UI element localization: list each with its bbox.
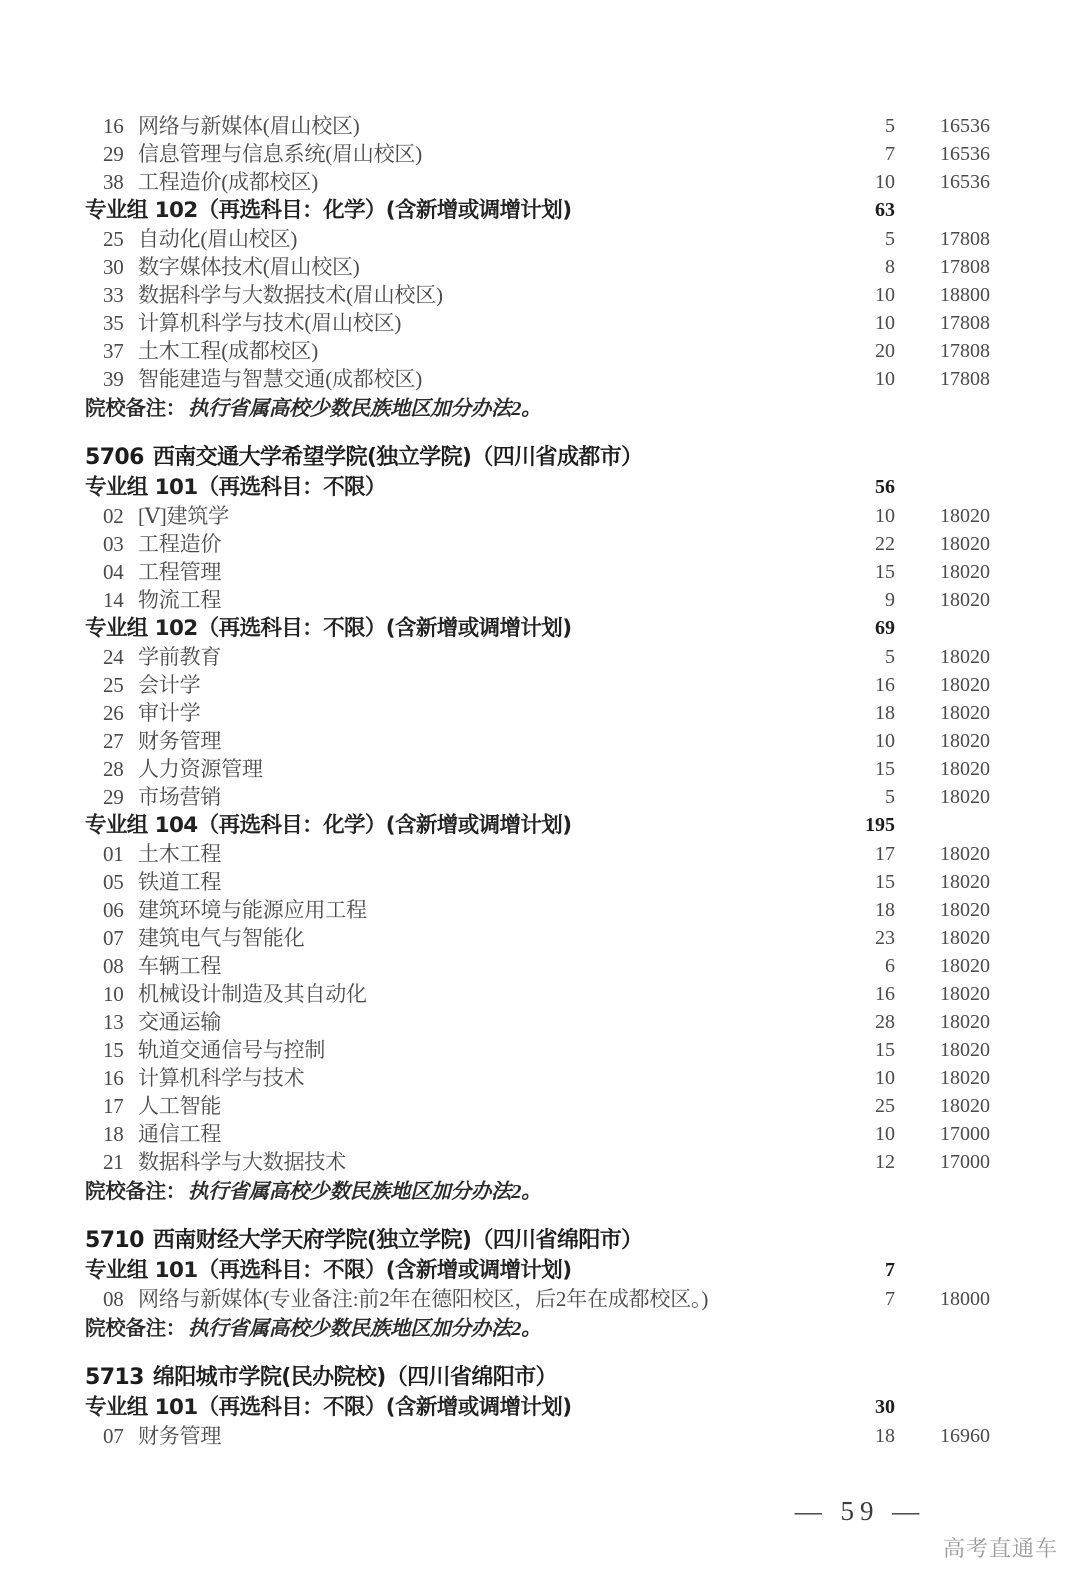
major-tuition-fee: 16536: [940, 115, 990, 137]
major-group-row: [85, 811, 995, 840]
school-name: 西南财经大学天府学院(独立学院)（四川省绵阳市）: [152, 1228, 643, 1253]
major-row: [85, 1422, 995, 1450]
major-code: 13: [103, 1010, 124, 1034]
major-tuition-fee: 18020: [940, 1011, 990, 1033]
major-tuition-fee: 16536: [940, 171, 990, 193]
major-name: 财务管理: [138, 1424, 222, 1448]
major-name: 信息管理与信息系统(眉山校区): [138, 142, 422, 166]
major-code: 30: [103, 255, 124, 279]
school-note-lead: 院校备注：: [85, 1316, 186, 1340]
major-tuition-fee: 18020: [940, 533, 990, 555]
major-code: 38: [103, 170, 124, 194]
major-label: [103, 530, 221, 558]
major-plan-count: 18: [875, 702, 895, 724]
major-name: 计算机科学与技术(眉山校区): [138, 311, 402, 335]
major-label: [103, 337, 318, 365]
major-name: 审计学: [138, 701, 201, 725]
major-group-plan-count: 30: [875, 1396, 895, 1418]
major-plan-count: 6: [885, 955, 895, 977]
major-group-title: 专业组 101（再选科目：不限）: [85, 475, 386, 500]
major-label: [103, 952, 221, 980]
major-code: 29: [103, 142, 124, 166]
major-code: 05: [103, 870, 124, 894]
major-code: 25: [103, 227, 124, 251]
major-label: [103, 558, 221, 586]
major-tuition-fee: 17808: [940, 312, 990, 334]
major-group-plan-count: 7: [885, 1259, 895, 1281]
major-code: 07: [103, 926, 124, 950]
major-plan-count: 10: [875, 730, 895, 752]
major-tuition-fee: 18020: [940, 505, 990, 527]
major-tuition-fee: 17808: [940, 228, 990, 250]
school-header-label: [85, 1225, 643, 1256]
major-name: 智能建造与智慧交通(成都校区): [138, 367, 422, 391]
major-plan-count: 18: [875, 1425, 895, 1447]
major-label: [103, 168, 318, 196]
major-row: [85, 924, 995, 952]
major-group-plan-count: 195: [865, 814, 895, 836]
major-tuition-fee: 17808: [940, 340, 990, 362]
major-row: [85, 281, 995, 309]
major-tuition-fee: 18020: [940, 730, 990, 752]
major-row: [85, 1092, 995, 1120]
major-name: 车辆工程: [138, 954, 222, 978]
watermark: 高考直通车: [942, 1537, 1058, 1562]
major-row: [85, 1120, 995, 1148]
major-label: [103, 586, 221, 614]
major-label: [103, 924, 304, 952]
major-label: [103, 1120, 221, 1148]
major-tuition-fee: 18020: [940, 589, 990, 611]
major-plan-count: 10: [875, 284, 895, 306]
major-group-row: [85, 473, 995, 502]
major-row: [85, 699, 995, 727]
major-plan-count: 20: [875, 340, 895, 362]
major-plan-count: 10: [875, 505, 895, 527]
major-name: 通信工程: [138, 1122, 222, 1146]
major-row: [85, 225, 995, 253]
school-note-text: 执行省属高校少数民族地区加分办法2。: [188, 398, 542, 420]
major-code: 17: [103, 1094, 124, 1118]
major-row: [85, 253, 995, 281]
major-label: [103, 1036, 325, 1064]
school-code: 5710: [85, 1228, 144, 1253]
major-code: 02: [103, 504, 124, 528]
major-row: [85, 980, 995, 1008]
major-name: 市场营销: [138, 785, 222, 809]
major-row: [85, 502, 995, 530]
major-tuition-fee: 18020: [940, 646, 990, 668]
admission-plan-list: [85, 112, 995, 1450]
major-code: 24: [103, 645, 124, 669]
major-plan-count: 17: [875, 843, 895, 865]
major-name: 网络与新媒体(专业备注:前2年在德阳校区，后2年在成都校区。): [138, 1287, 709, 1311]
major-tuition-fee: 18020: [940, 758, 990, 780]
major-label: [103, 225, 297, 253]
major-label: [103, 140, 422, 168]
school-note-lead: 院校备注：: [85, 1179, 186, 1203]
major-name: 工程管理: [138, 560, 222, 584]
major-code: 08: [103, 1287, 124, 1311]
major-label: [103, 112, 360, 140]
major-label: [103, 253, 360, 281]
major-code: 29: [103, 785, 124, 809]
major-code: 39: [103, 367, 124, 391]
school-name: 绵阳城市学院(民办院校)（四川省绵阳市）: [152, 1365, 557, 1390]
major-group-row: [85, 1393, 995, 1422]
major-name: 土木工程: [138, 842, 222, 866]
major-row: [85, 896, 995, 924]
major-tuition-fee: 18020: [940, 927, 990, 949]
page-footer: [0, 1496, 1080, 1527]
major-plan-count: 15: [875, 1039, 895, 1061]
school-note-row: [85, 393, 995, 423]
major-label: [103, 1422, 221, 1450]
major-row: [85, 727, 995, 755]
major-code: 16: [103, 114, 124, 138]
major-name: 人工智能: [138, 1094, 222, 1118]
major-label: [103, 1285, 708, 1313]
major-name: 数据科学与大数据技术(眉山校区): [138, 283, 443, 307]
major-label: [103, 502, 229, 530]
block-separator: [85, 423, 995, 442]
major-tuition-fee: 18020: [940, 983, 990, 1005]
major-tuition-fee: 18800: [940, 284, 990, 306]
major-code: 28: [103, 757, 124, 781]
major-plan-count: 12: [875, 1151, 895, 1173]
major-tuition-fee: 17000: [940, 1123, 990, 1145]
major-group-title: 专业组 101（再选科目：不限）(含新增或调增计划): [85, 1258, 572, 1283]
major-row: [85, 783, 995, 811]
major-label: [103, 309, 401, 337]
major-name: 会计学: [138, 673, 201, 697]
major-tuition-fee: 18020: [940, 674, 990, 696]
major-label: [103, 783, 221, 811]
major-plan-count: 9: [885, 589, 895, 611]
school-note-label: [85, 1313, 541, 1344]
major-code: 10: [103, 982, 124, 1006]
school-note-label: [85, 393, 541, 424]
school-note-text: 执行省属高校少数民族地区加分办法2。: [188, 1318, 542, 1340]
major-plan-count: 10: [875, 368, 895, 390]
major-name: 工程造价(成都校区): [138, 170, 318, 194]
school-name: 西南交通大学希望学院(独立学院)（四川省成都市）: [152, 445, 643, 470]
major-name: 计算机科学与技术: [138, 1066, 305, 1090]
major-row: [85, 1008, 995, 1036]
major-tuition-fee: 18020: [940, 1095, 990, 1117]
major-label: [103, 868, 221, 896]
major-row: [85, 643, 995, 671]
major-code: 26: [103, 701, 124, 725]
major-code: 37: [103, 339, 124, 363]
major-code: 35: [103, 311, 124, 335]
major-row: [85, 530, 995, 558]
major-code: 15: [103, 1038, 124, 1062]
major-code: 07: [103, 1424, 124, 1448]
major-row: [85, 1148, 995, 1176]
major-name: 轨道交通信号与控制: [138, 1038, 326, 1062]
major-name: [Ⅴ]建筑学: [138, 504, 229, 528]
major-plan-count: 16: [875, 983, 895, 1005]
major-name: 机械设计制造及其自动化: [138, 982, 367, 1006]
major-plan-count: 18: [875, 899, 895, 921]
major-label: [103, 643, 221, 671]
major-plan-count: 23: [875, 927, 895, 949]
major-label: [103, 699, 200, 727]
major-row: [85, 868, 995, 896]
school-note-text: 执行省属高校少数民族地区加分办法2。: [188, 1181, 542, 1203]
major-label: [103, 727, 221, 755]
major-label: [103, 1064, 304, 1092]
major-plan-count: 25: [875, 1095, 895, 1117]
school-note-lead: 院校备注：: [85, 396, 186, 420]
major-tuition-fee: 18020: [940, 1039, 990, 1061]
major-name: 物流工程: [138, 588, 222, 612]
block-separator: [85, 1206, 995, 1225]
major-code: 25: [103, 673, 124, 697]
major-plan-count: 5: [885, 115, 895, 137]
major-tuition-fee: 17808: [940, 256, 990, 278]
major-group-plan-count: 69: [875, 617, 895, 639]
major-code: 04: [103, 560, 124, 584]
major-name: 人力资源管理: [138, 757, 263, 781]
major-row: [85, 112, 995, 140]
major-label: [103, 671, 200, 699]
school-header-row: [85, 1225, 995, 1256]
major-plan-count: 5: [885, 228, 895, 250]
major-row: [85, 558, 995, 586]
major-tuition-fee: 18020: [940, 702, 990, 724]
major-row: [85, 671, 995, 699]
major-row: [85, 140, 995, 168]
major-code: 03: [103, 532, 124, 556]
major-code: 16: [103, 1066, 124, 1090]
major-group-row: [85, 614, 995, 643]
major-tuition-fee: 18020: [940, 786, 990, 808]
major-name: 数据科学与大数据技术: [138, 1150, 346, 1174]
major-plan-count: 10: [875, 1123, 895, 1145]
school-header-label: [85, 442, 643, 473]
major-plan-count: 28: [875, 1011, 895, 1033]
page-number: — 59 —: [794, 1496, 926, 1526]
major-plan-count: 10: [875, 1067, 895, 1089]
major-tuition-fee: 18020: [940, 1067, 990, 1089]
major-group-row: [85, 1256, 995, 1285]
school-code: 5706: [85, 445, 144, 470]
major-group-title: 专业组 102（再选科目：不限）(含新增或调增计划): [85, 616, 572, 641]
major-row: [85, 168, 995, 196]
major-tuition-fee: 17000: [940, 1151, 990, 1173]
major-name: 学前教育: [138, 645, 222, 669]
school-header-label: [85, 1362, 557, 1393]
major-row: [85, 755, 995, 783]
major-tuition-fee: 18020: [940, 871, 990, 893]
major-plan-count: 5: [885, 646, 895, 668]
major-plan-count: 7: [885, 1288, 895, 1310]
major-code: 27: [103, 729, 124, 753]
major-plan-count: 15: [875, 561, 895, 583]
school-header-row: [85, 442, 995, 473]
major-name: 自动化(眉山校区): [138, 227, 298, 251]
major-code: 21: [103, 1150, 124, 1174]
major-tuition-fee: 18020: [940, 843, 990, 865]
major-row: [85, 952, 995, 980]
major-plan-count: 22: [875, 533, 895, 555]
major-plan-count: 8: [885, 256, 895, 278]
major-tuition-fee: 18000: [940, 1288, 990, 1310]
major-row: [85, 1064, 995, 1092]
major-name: 网络与新媒体(眉山校区): [138, 114, 360, 138]
major-name: 土木工程(成都校区): [138, 339, 318, 363]
major-plan-count: 10: [875, 171, 895, 193]
major-plan-count: 15: [875, 871, 895, 893]
major-tuition-fee: 17808: [940, 368, 990, 390]
major-tuition-fee: 16960: [940, 1425, 990, 1447]
major-label: [103, 755, 263, 783]
major-label: [103, 1008, 221, 1036]
major-plan-count: 15: [875, 758, 895, 780]
major-label: [103, 1092, 221, 1120]
major-row: [85, 337, 995, 365]
major-tuition-fee: 16536: [940, 143, 990, 165]
major-name: 建筑环境与能源应用工程: [138, 898, 367, 922]
major-tuition-fee: 18020: [940, 561, 990, 583]
major-tuition-fee: 18020: [940, 899, 990, 921]
major-label: [103, 1148, 346, 1176]
major-row: [85, 365, 995, 393]
major-plan-count: 5: [885, 786, 895, 808]
major-code: 08: [103, 954, 124, 978]
major-group-row: [85, 196, 995, 225]
major-name: 数字媒体技术(眉山校区): [138, 255, 360, 279]
major-plan-count: 7: [885, 143, 895, 165]
major-plan-count: 10: [875, 312, 895, 334]
major-label: [103, 896, 367, 924]
major-name: 财务管理: [138, 729, 222, 753]
major-row: [85, 1036, 995, 1064]
major-name: 铁道工程: [138, 870, 222, 894]
major-group-title: 专业组 102（再选科目：化学）(含新增或调增计划): [85, 198, 572, 223]
major-group-title: 专业组 104（再选科目：化学）(含新增或调增计划): [85, 813, 572, 838]
major-code: 06: [103, 898, 124, 922]
school-header-row: [85, 1362, 995, 1393]
major-plan-count: 16: [875, 674, 895, 696]
school-note-row: [85, 1176, 995, 1206]
major-group-plan-count: 63: [875, 199, 895, 221]
school-note-label: [85, 1176, 541, 1207]
major-label: [103, 365, 422, 393]
major-label: [103, 980, 367, 1008]
major-label: [103, 840, 221, 868]
major-name: 建筑电气与智能化: [138, 926, 305, 950]
major-row: [85, 840, 995, 868]
major-code: 33: [103, 283, 124, 307]
major-row: [85, 309, 995, 337]
block-separator: [85, 1343, 995, 1362]
major-tuition-fee: 18020: [940, 955, 990, 977]
major-code: 01: [103, 842, 124, 866]
major-row: [85, 586, 995, 614]
major-group-title: 专业组 101（再选科目：不限）(含新增或调增计划): [85, 1395, 572, 1420]
major-code: 14: [103, 588, 124, 612]
major-name: 工程造价: [138, 532, 222, 556]
school-code: 5713: [85, 1365, 144, 1390]
major-label: [103, 281, 443, 309]
school-note-row: [85, 1313, 995, 1343]
major-code: 18: [103, 1122, 124, 1146]
major-row: [85, 1285, 995, 1313]
major-name: 交通运输: [138, 1010, 222, 1034]
major-group-plan-count: 56: [875, 476, 895, 498]
